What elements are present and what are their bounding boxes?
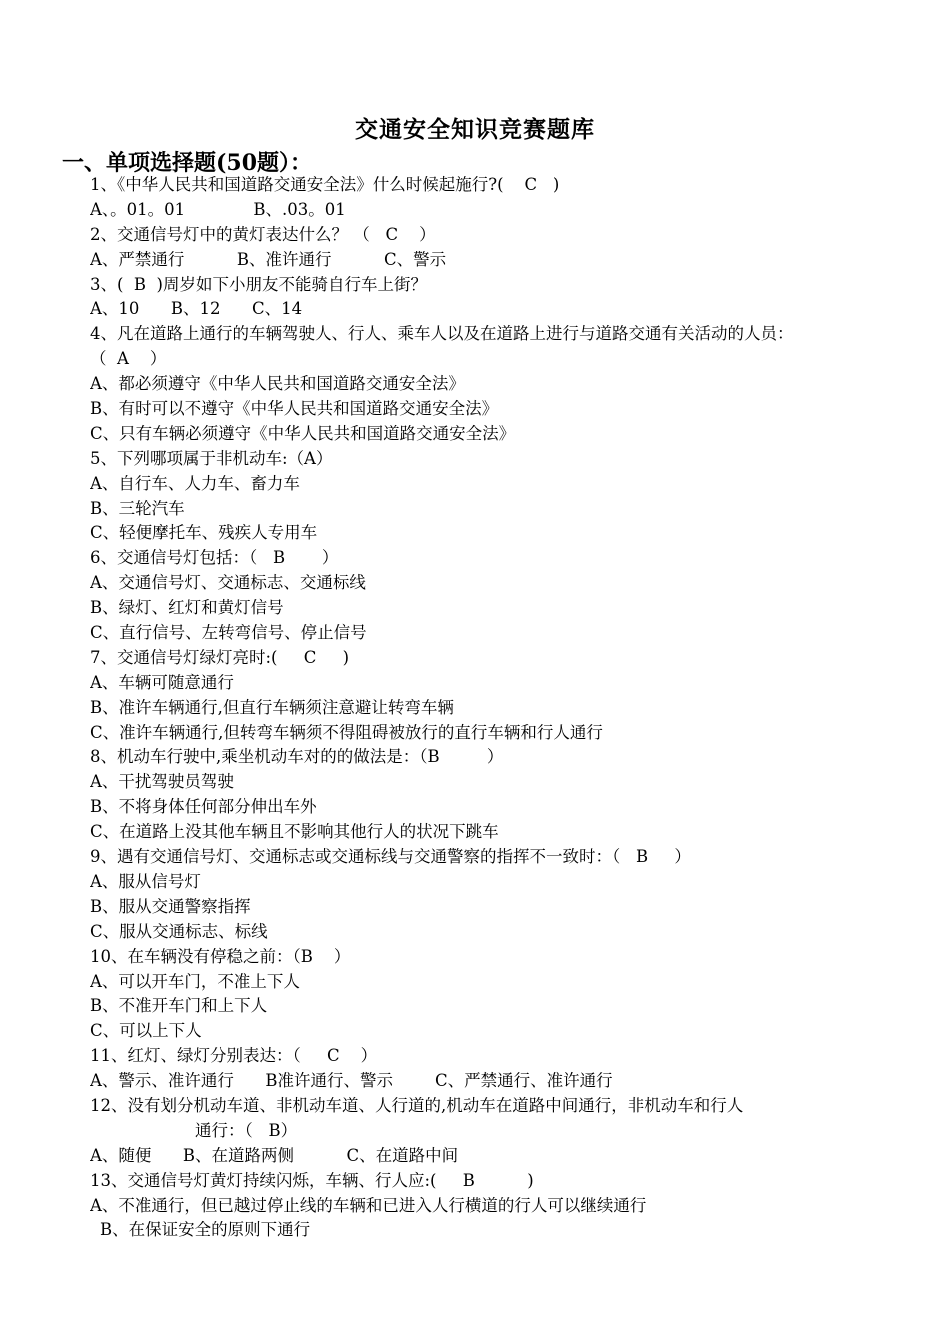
text-line: B、绿灯、红灯和黄灯信号: [90, 598, 284, 618]
text-line: 8、机动车行驶中,乘坐机动车对的的做法是：（B ）: [90, 747, 504, 767]
text-line: A、交通信号灯、交通标志、交通标线: [90, 573, 366, 593]
text-line: 4、凡在道路上通行的车辆驾驶人、行人、乘车人以及在道路上进行与道路交通有关活动的人员：: [90, 324, 794, 344]
text-line: C、轻便摩托车、残疾人专用车: [90, 523, 318, 543]
text-line: 10、在车辆没有停稳之前：（B ）: [90, 946, 351, 966]
text-line: A、。01。01 B、.03。01: [90, 199, 346, 219]
text-line: A、服从信号灯: [90, 871, 201, 891]
question-list: [90, 173, 910, 1243]
text-line: A、自行车、人力车、畜力车: [90, 473, 300, 493]
text-line: A、10 B、12 C、14: [90, 299, 303, 319]
text-line: 6、交通信号灯包括：（ B ）: [90, 548, 339, 568]
text-line: C、在道路上没其他车辆且不影响其他行人的状况下跳车: [90, 822, 499, 842]
text-line: B、准许车辆通行,但直行车辆须注意避让转弯车辆: [90, 697, 454, 717]
text-line: 1、《中华人民共和国道路交通安全法》什么时候起施行?( C ): [90, 175, 560, 194]
text-line: A、都必须遵守《中华人民共和国道路交通安全法》: [90, 374, 465, 394]
text-line: 3、( B )周岁如下小朋友不能骑自行车上街？: [90, 274, 427, 294]
text-line: B、不准开车门和上下人: [90, 996, 268, 1016]
text-line: 11、红灯、绿灯分别表达：（ C ）: [90, 1046, 378, 1066]
text-line: B、服从交通警察指挥: [90, 896, 251, 916]
text-line: C、直行信号、左转弯信号、停止信号: [90, 623, 367, 643]
text-line: C、服从交通标志、标线: [90, 921, 268, 941]
text-line: A、严禁通行 B、准许通行 C、警示: [90, 249, 447, 269]
text-line: A、随便 B、在道路两侧 C、在道路中间: [90, 1145, 459, 1165]
text-line: A、车辆可随意通行: [90, 672, 234, 692]
text-line: （ A ）: [90, 349, 167, 369]
text-line: B、在保证安全的原则下通行: [100, 1220, 311, 1240]
text-line: 2、交通信号灯中的黄灯表达什么？ （ C ）: [90, 224, 436, 244]
text-line: C、准许车辆通行,但转弯车辆须不得阻碍被放行的直行车辆和行人通行: [90, 722, 603, 742]
text-line: 12、没有划分机动车道、非机动车道、人行道的,机动车在道路中间通行，非机动车和行人: [90, 1095, 744, 1115]
text-line: B、不将身体任何部分伸出车外: [90, 797, 317, 817]
text-line: 7、交通信号灯绿灯亮时:( C ): [90, 647, 350, 667]
text-line: 通行：（ B）: [195, 1120, 298, 1140]
text-line: A、可以开车门，不准上下人: [90, 971, 300, 991]
text-line: A、不准通行，但已越过停止线的车辆和已进入人行横道的行人可以继续通行: [90, 1195, 647, 1215]
text-line: C、只有车辆必须遵守《中华人民共和国道路交通安全法》: [90, 423, 516, 443]
text-line: A、干扰驾驶员驾驶: [90, 772, 234, 792]
text-line: 13、交通信号灯黄灯持续闪烁，车辆、行人应:( B ): [90, 1170, 534, 1190]
document-title: 交通安全知识竞赛题库: [355, 116, 595, 143]
section-heading: 一、单项选择题(50题）：: [62, 150, 313, 176]
text-line: B、有时可以不遵守《中华人民共和国道路交通安全法》: [90, 399, 499, 419]
text-line: C、可以上下人: [90, 1021, 202, 1041]
text-line: A、警示、准许通行 B准许通行、警示 C、严禁通行、准许通行: [90, 1071, 613, 1091]
text-line: 5、下列哪项属于非机动车:（A）: [90, 448, 333, 468]
text-line: 9、遇有交通信号灯、交通标志或交通标线与交通警察的指挥不一致时：（ B ）: [90, 847, 691, 867]
text-line: B、三轮汽车: [90, 498, 185, 518]
